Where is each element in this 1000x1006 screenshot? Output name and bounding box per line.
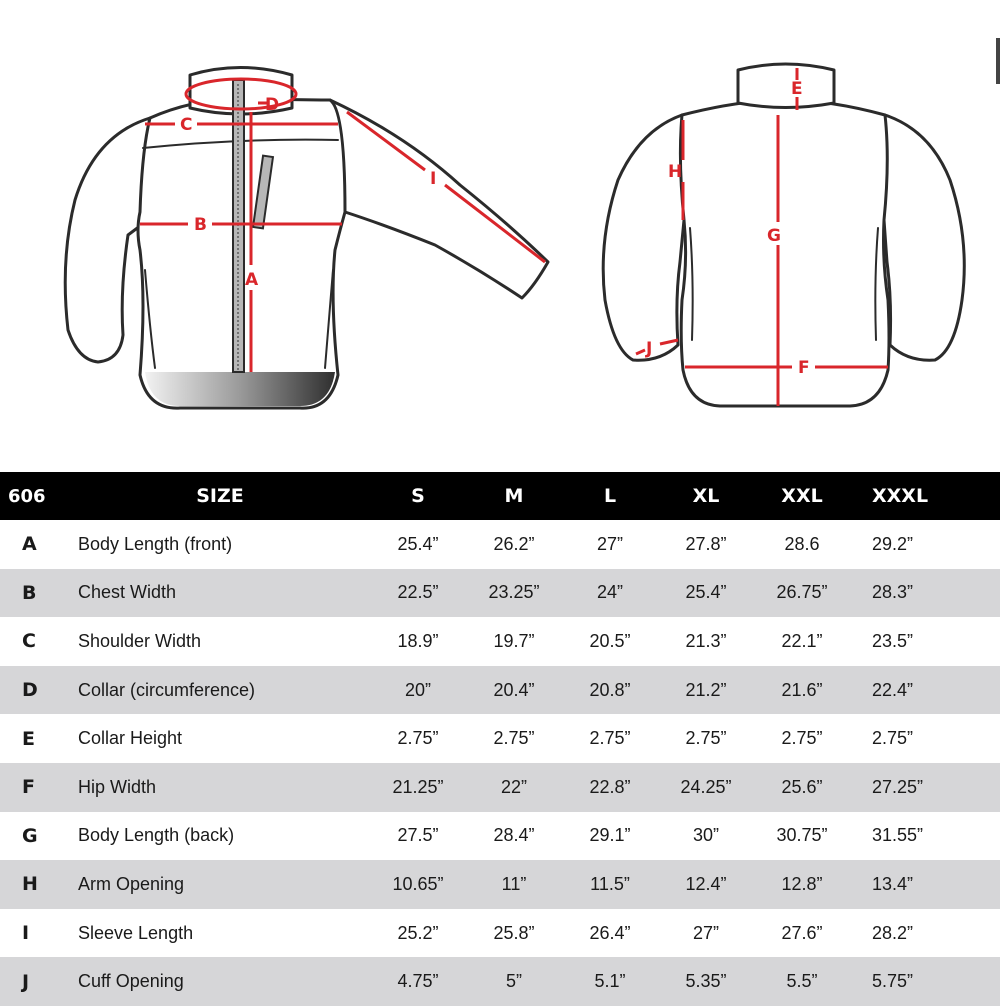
size-value-cell: 12.4” xyxy=(658,860,754,909)
table-row xyxy=(0,763,1000,812)
row-code: B xyxy=(0,569,70,618)
size-value-cell: 29.2” xyxy=(872,533,914,554)
size-value-cell: 20.5” xyxy=(589,630,631,651)
label-j: J xyxy=(646,339,653,359)
size-value-cell: 5.5” xyxy=(754,957,850,1006)
row-label: Body Length (front) xyxy=(78,533,233,554)
size-value-cell: 22.4” xyxy=(850,666,1000,715)
row-code: A xyxy=(22,533,37,556)
label-e: E xyxy=(791,79,803,99)
page-edge-mark xyxy=(996,38,1000,84)
back-body xyxy=(680,100,889,406)
label-d: D xyxy=(265,95,280,115)
style-code: 606 xyxy=(0,472,70,520)
size-value-cell: 5.75” xyxy=(850,957,1000,1006)
size-value-cell: 21.2” xyxy=(658,666,754,715)
label-i: I xyxy=(430,169,437,189)
size-value-cell: 23.25” xyxy=(466,569,562,618)
size-value-cell: 2.75” xyxy=(397,728,439,749)
row-code: I xyxy=(22,922,30,945)
size-value-cell: 25.2” xyxy=(397,922,439,943)
size-value-cell: 19.7” xyxy=(493,630,535,651)
back-collar xyxy=(738,64,834,108)
size-value-cell: 2.75” xyxy=(589,728,631,749)
size-value-cell: 13.4” xyxy=(850,860,1000,909)
label-f: F xyxy=(798,358,810,378)
size-value-cell: 23.5” xyxy=(872,630,914,651)
size-column-header: S xyxy=(370,472,466,520)
label-a: A xyxy=(245,270,259,290)
size-column-header: L xyxy=(562,472,658,520)
size-column-header: XL xyxy=(658,472,754,520)
row-code: H xyxy=(0,860,70,909)
size-value-cell: 22.5” xyxy=(370,569,466,618)
size-value-cell: 22.8” xyxy=(562,763,658,812)
size-value-cell: 2.75” xyxy=(685,728,727,749)
size-value-cell: 28.4” xyxy=(493,825,535,846)
size-value-cell: 4.75” xyxy=(370,957,466,1006)
table-row xyxy=(0,617,1000,666)
size-value-cell: 10.65” xyxy=(370,860,466,909)
row-label: Body Length (back) xyxy=(78,825,235,846)
row-code: F xyxy=(0,763,70,812)
size-value-cell: 30” xyxy=(692,825,719,846)
size-value-cell: 21.6” xyxy=(754,666,850,715)
size-value-cell: 27.25” xyxy=(850,763,1000,812)
size-column-header: XXL xyxy=(754,472,850,520)
size-value-cell: 24” xyxy=(562,569,658,618)
size-value-cell: 2.75” xyxy=(872,728,914,749)
size-value-cell: 20.8” xyxy=(562,666,658,715)
size-column-header: XXXL xyxy=(850,472,1000,520)
size-value-cell: 27” xyxy=(596,533,623,554)
size-value-cell: 11” xyxy=(466,860,562,909)
size-value-cell: 2.75” xyxy=(781,728,823,749)
row-code: D xyxy=(0,666,70,715)
row-label: Sleeve Length xyxy=(78,922,194,943)
size-value-cell: 27.8” xyxy=(685,533,727,554)
row-label: Collar (circumference) xyxy=(70,666,370,715)
size-value-cell: 26.2” xyxy=(493,533,535,554)
size-value-cell: 11.5” xyxy=(562,860,658,909)
back-right-sleeve xyxy=(884,115,964,360)
size-value-cell: 26.4” xyxy=(589,922,631,943)
table-row xyxy=(0,812,1000,861)
row-code: G xyxy=(22,824,38,847)
size-value-cell: 27.6” xyxy=(781,922,823,943)
jacket-measurement-diagram xyxy=(0,0,1000,470)
size-value-cell: 27.5” xyxy=(397,825,439,846)
size-value-cell: 22” xyxy=(466,763,562,812)
size-value-cell: 27” xyxy=(692,922,719,943)
size-value-cell: 25.8” xyxy=(493,922,535,943)
table-body xyxy=(0,520,1000,1006)
jacket-front-view xyxy=(65,68,548,409)
front-right-sleeve xyxy=(330,100,548,298)
size-value-cell: 24.25” xyxy=(658,763,754,812)
size-header: SIZE xyxy=(70,472,370,520)
row-code: C xyxy=(22,630,36,653)
size-value-cell: 5” xyxy=(466,957,562,1006)
size-value-cell: 12.8” xyxy=(754,860,850,909)
size-value-cell: 29.1” xyxy=(589,825,631,846)
label-b: B xyxy=(194,215,207,235)
table-row xyxy=(0,569,1000,618)
size-value-cell: 5.1” xyxy=(562,957,658,1006)
front-hem-band xyxy=(145,372,335,406)
back-left-sleeve xyxy=(603,115,684,360)
table-row xyxy=(0,957,1000,1006)
table-row xyxy=(0,520,1000,569)
size-value-cell: 28.2” xyxy=(872,922,914,943)
jacket-back-view xyxy=(603,64,964,406)
row-code: J xyxy=(0,957,70,1006)
size-value-cell: 25.4” xyxy=(658,569,754,618)
label-c: C xyxy=(180,115,193,135)
size-column-header: M xyxy=(466,472,562,520)
label-g: G xyxy=(767,226,781,246)
size-value-cell: 22.1” xyxy=(781,630,823,651)
table-row xyxy=(0,714,1000,763)
table-header-row xyxy=(0,472,1000,520)
row-label: Arm Opening xyxy=(70,860,370,909)
row-label: Collar Height xyxy=(78,728,183,749)
size-value-cell: 21.3” xyxy=(685,630,727,651)
size-value-cell: 25.6” xyxy=(754,763,850,812)
size-value-cell: 25.4” xyxy=(397,533,439,554)
size-value-cell: 30.75” xyxy=(776,825,828,846)
size-chart-table xyxy=(0,472,1000,1006)
size-value-cell: 26.75” xyxy=(754,569,850,618)
row-code: E xyxy=(22,727,35,750)
size-value-cell: 28.3” xyxy=(850,569,1000,618)
table-row xyxy=(0,666,1000,715)
size-value-cell: 20.4” xyxy=(466,666,562,715)
row-label: Cuff Opening xyxy=(70,957,370,1006)
table-row xyxy=(0,909,1000,958)
size-value-cell: 31.55” xyxy=(872,825,924,846)
size-value-cell: 2.75” xyxy=(493,728,535,749)
row-label: Chest Width xyxy=(70,569,370,618)
size-value-cell: 20” xyxy=(370,666,466,715)
size-value-cell: 21.25” xyxy=(370,763,466,812)
size-value-cell: 5.35” xyxy=(658,957,754,1006)
row-label: Shoulder Width xyxy=(78,630,202,651)
size-value-cell: 28.6 xyxy=(784,533,820,554)
row-label: Hip Width xyxy=(70,763,370,812)
label-h: H xyxy=(668,162,683,182)
size-value-cell: 18.9” xyxy=(397,630,439,651)
table-row xyxy=(0,860,1000,909)
